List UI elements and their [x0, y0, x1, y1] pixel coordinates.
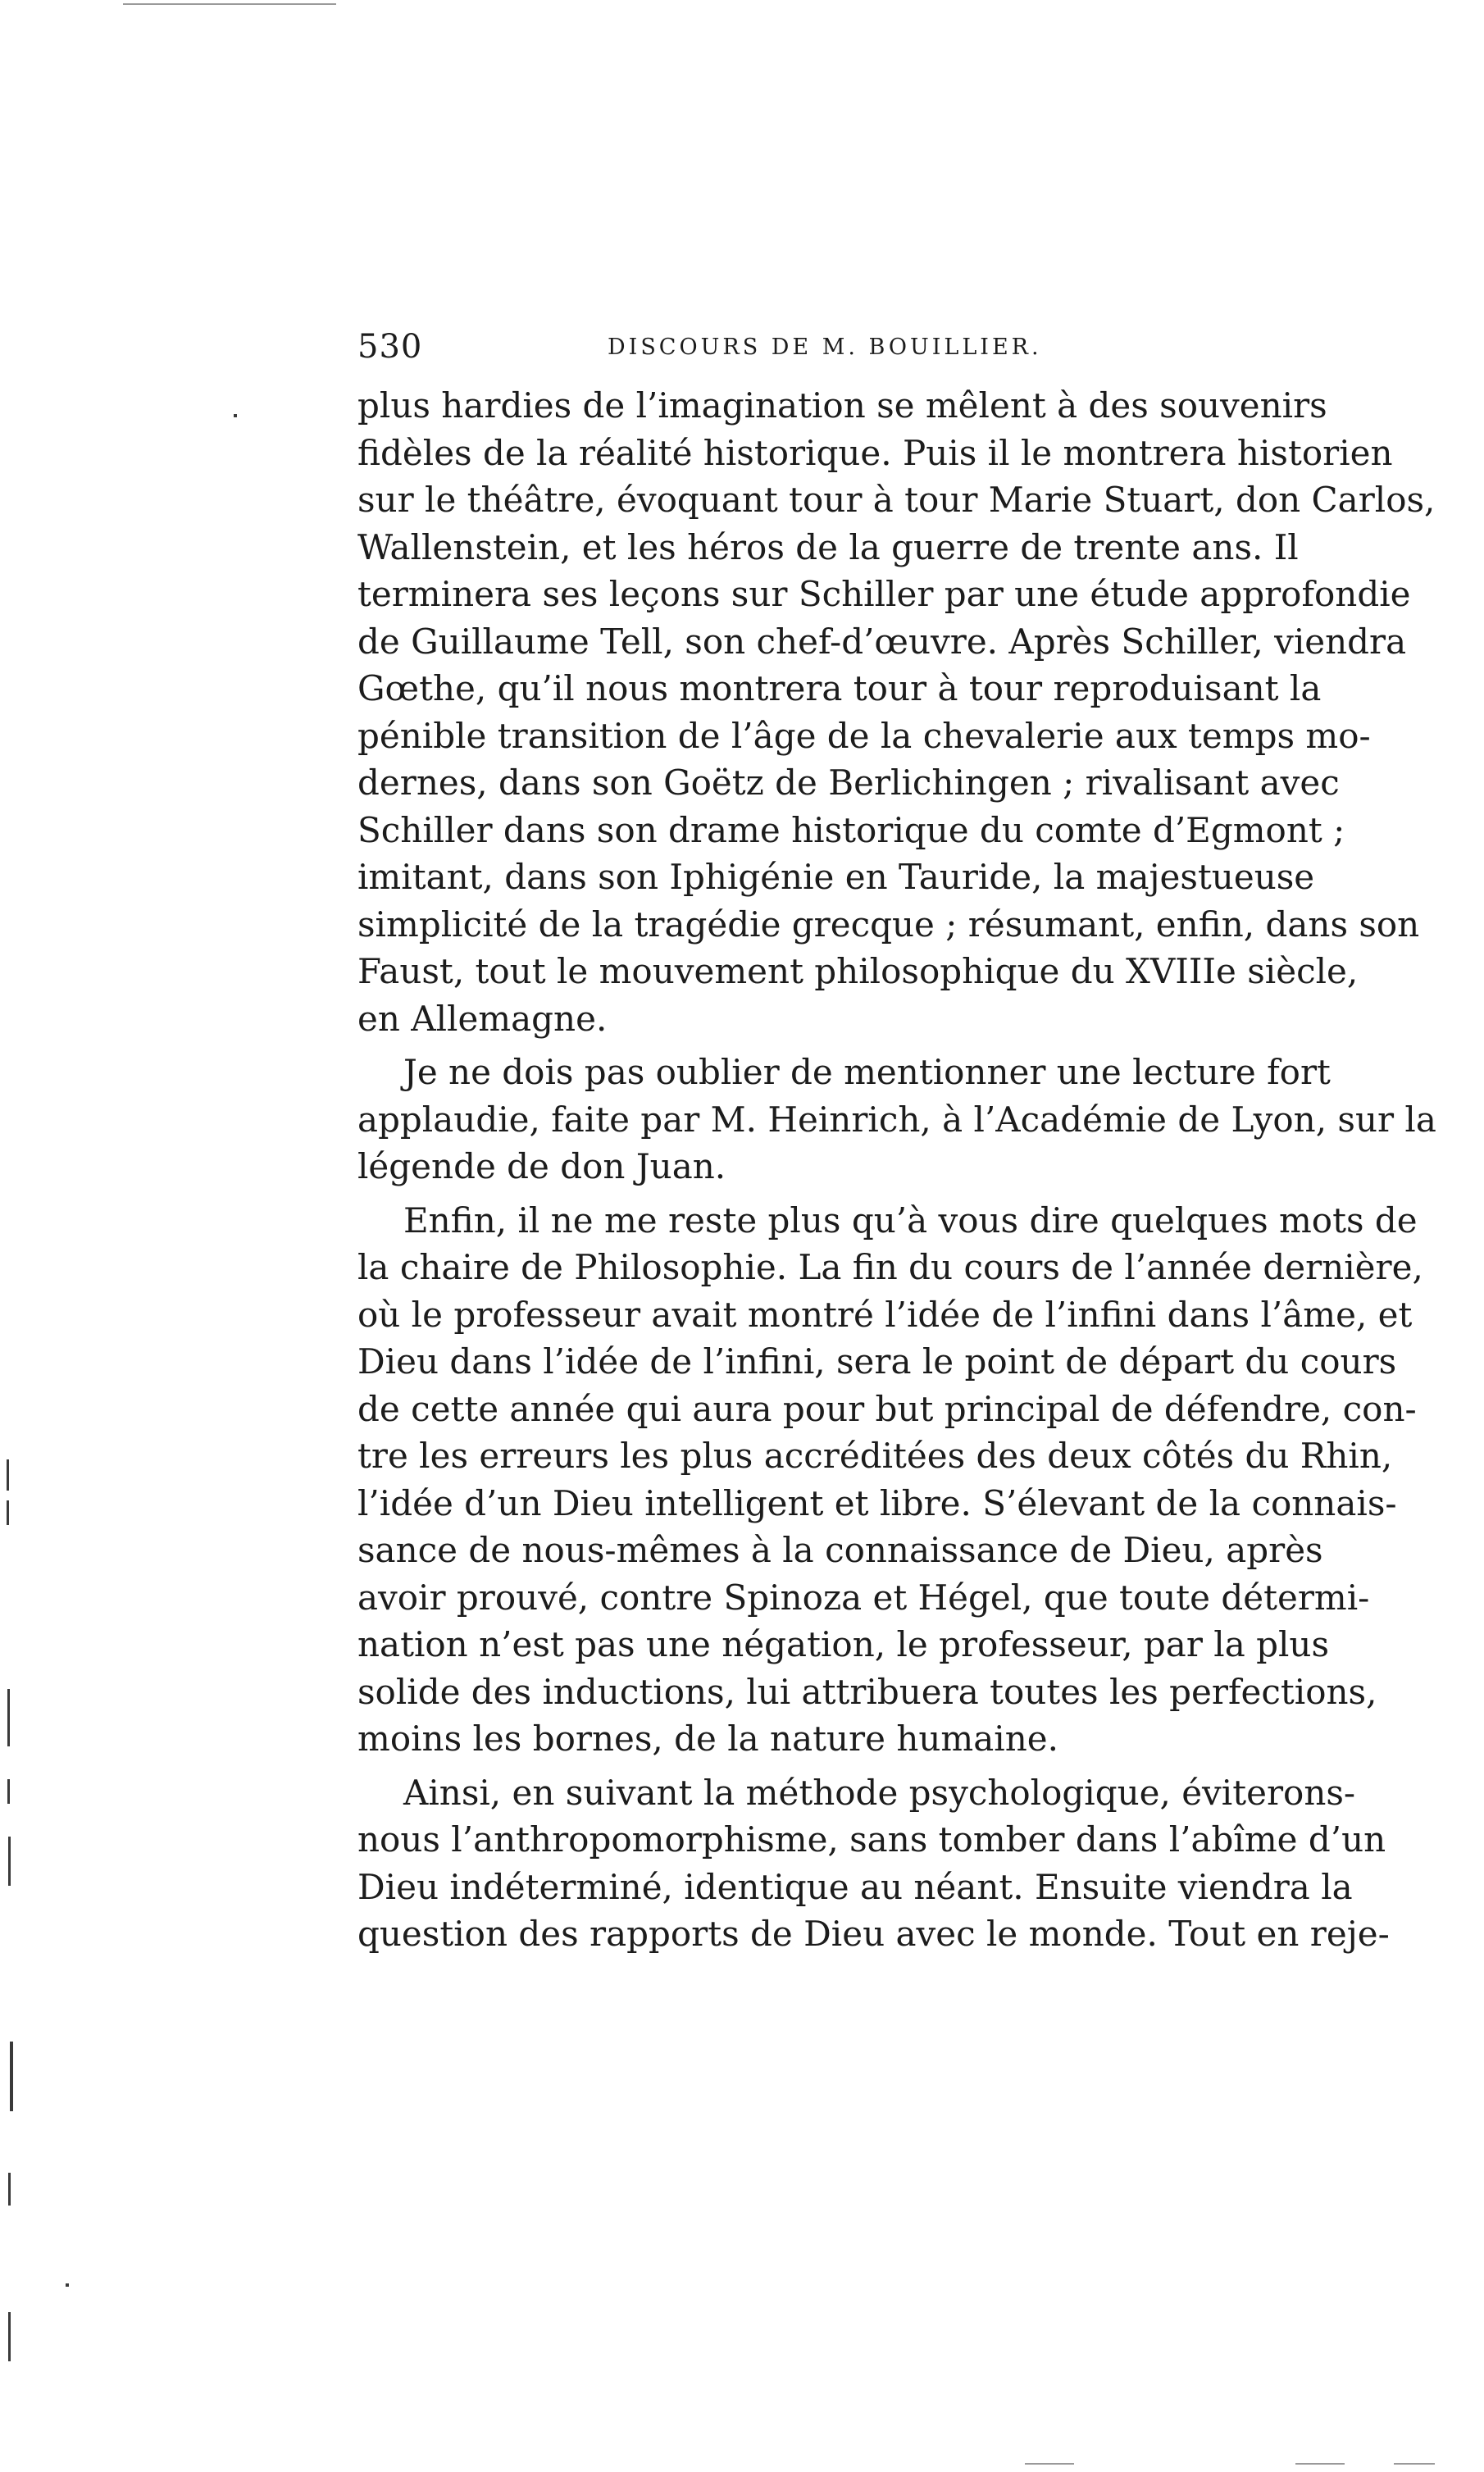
text-line: Gœthe, qu’il nous montrera tour à tour reproduisant la [357, 668, 1322, 708]
body-text [357, 382, 1436, 1958]
paragraph-gap [357, 1042, 1251, 1049]
running-head: DISCOURS DE M. BOUILLIER. [608, 335, 1042, 360]
page-header [357, 328, 1268, 369]
paragraph-gap [357, 1763, 1251, 1769]
paragraph [357, 1049, 1436, 1190]
scan-margin-mark [7, 1459, 9, 1491]
text-line: où le professeur avait montré l’idée de l’infini dans l’âme, et [357, 1294, 1413, 1335]
scan-margin-mark [8, 2173, 11, 2206]
text-line: solide des inductions, lui attribuera toutes les perfections, [357, 1671, 1377, 1712]
text-line: Ainsi, en suivant la méthode psychologique, éviterons- [403, 1772, 1356, 1813]
text-line: Dieu indéterminé, identique au néant. Ensuite viendra la [357, 1866, 1353, 1907]
scan-dot [66, 2283, 69, 2287]
text-line: terminera ses leçons sur Schiller par une étude approfondie [357, 574, 1411, 614]
text-line: Je ne dois pas oublier de mentionner une lecture fort [403, 1052, 1331, 1092]
text-line: nous l’anthropomorphisme, sans tomber dans l’abîme d’un [357, 1819, 1386, 1860]
scan-margin-mark [7, 1500, 9, 1525]
text-line: imitant, dans son Iphigénie en Tauride, la majestueuse [357, 857, 1315, 897]
text-line: question des rapports de Dieu avec le monde. Tout en reje- [357, 1914, 1390, 1954]
text-line: Wallenstein, et les héros de la guerre de trente ans. Il [357, 526, 1299, 567]
paragraph [357, 1197, 1423, 1763]
text-line: avoir prouvé, contre Spinoza et Hégel, que toute détermi- [357, 1577, 1370, 1618]
text-line: pénible transition de l’âge de la chevalerie aux temps mo- [357, 715, 1371, 756]
text-line: plus hardies de l’imagination se mêlent à des souvenirs [357, 385, 1327, 426]
scan-margin-mark [8, 1837, 11, 1886]
text-line: simplicité de la tragédie grecque ; résumant, enfin, dans son [357, 904, 1420, 945]
scan-dot [234, 414, 237, 417]
text-line: dernes, dans son Goëtz de Berlichingen ; rivalisant avec [357, 763, 1340, 803]
paragraph [357, 1769, 1390, 1958]
text-line: de Guillaume Tell, son chef-d’œuvre. Après Schiller, viendra [357, 621, 1407, 662]
text-line: fidèles de la réalité historique. Puis il le montrera historien [357, 432, 1393, 473]
scan-bottom-rule [1295, 2463, 1345, 2465]
text-line: de cette année qui aura pour but principal de défendre, con- [357, 1388, 1417, 1429]
text-line: en Allemagne. [357, 998, 608, 1039]
scan-top-rule [123, 3, 336, 5]
text-line: tre les erreurs les plus accréditées des deux côtés du Rhin, [357, 1436, 1393, 1476]
scan-margin-mark [10, 2042, 13, 2111]
text-line: Faust, tout le mouvement philosophique du XVIIIe siècle, [357, 951, 1359, 991]
text-line: Schiller dans son drame historique du comte d’Egmont ; [357, 809, 1345, 850]
scan-margin-mark [7, 1689, 10, 1746]
paragraph-gap [357, 1190, 1251, 1197]
text-line: la chaire de Philosophie. La fin du cours de l’année dernière, [357, 1247, 1423, 1287]
text-line: applaudie, faite par M. Heinrich, à l’Académie de Lyon, sur la [357, 1099, 1436, 1140]
text-line: nation n’est pas une négation, le professeur, par la plus [357, 1624, 1330, 1664]
text-line: l’idée d’un Dieu intelligent et libre. S’élevant de la connais- [357, 1482, 1397, 1523]
paragraph [357, 382, 1436, 1042]
text-line: sur le théâtre, évoquant tour à tour Marie Stuart, don Carlos, [357, 480, 1436, 520]
scan-margin-mark [8, 2312, 11, 2361]
scan-bottom-rule [1394, 2463, 1435, 2465]
text-line: moins les bornes, de la nature humaine. [357, 1719, 1058, 1759]
scan-bottom-rule [1025, 2463, 1074, 2465]
text-line: Enfin, il ne me reste plus qu’à vous dire quelques mots de [403, 1200, 1418, 1241]
text-line: Dieu dans l’idée de l’infini, sera le point de départ du cours [357, 1341, 1397, 1382]
text-line: légende de don Juan. [357, 1146, 726, 1186]
page-number: 530 [357, 328, 423, 366]
scan-margin-mark [7, 1779, 10, 1804]
text-line: sance de nous-mêmes à la connaissance de Dieu, après [357, 1530, 1323, 1570]
